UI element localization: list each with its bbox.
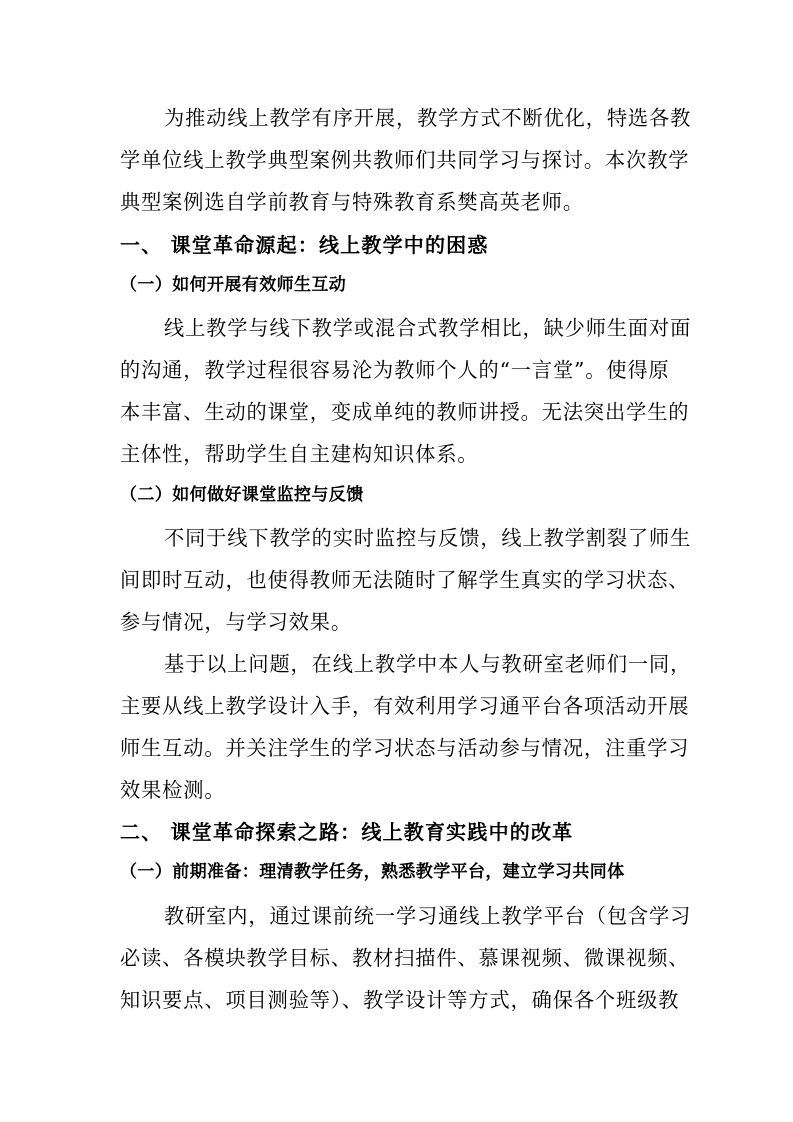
s1-summary-line-2: 主要从线上教学设计入手，有效利用学习通平台各项活动开展 bbox=[120, 694, 690, 718]
s1-sub1-line-2: 的沟通，教学过程很容易沦为教师个人的“一言堂”。使得原 bbox=[120, 358, 670, 382]
s1-sub1-line-4: 主体性，帮助学生自主建构知识体系。 bbox=[120, 442, 479, 466]
intro-line-1: 为推动线上教学有序开展，教学方式不断优化，特选各教 bbox=[164, 106, 692, 130]
section-1-heading: 一、 课堂革命源起：线上教学中的困惑 bbox=[120, 233, 489, 257]
section-1-subheading-1: （一）如何开展有效师生互动 bbox=[120, 275, 347, 295]
s2-sub1-line-3: 知识要点、项目测验等）、教学设计等方式，确保各个班级教 bbox=[120, 988, 680, 1012]
s1-summary-line-4: 效果检测。 bbox=[120, 778, 226, 802]
s2-sub1-line-2: 必读、各模块教学目标、教材扫描件、慕课视频、微课视频、 bbox=[120, 946, 690, 970]
section-2-heading: 二、 课堂革命探索之路：线上教育实践中的改革 bbox=[120, 820, 574, 844]
section-1-subheading-2: （二）如何做好课堂监控与反馈 bbox=[120, 485, 364, 505]
s1-sub1-line-3: 本丰富、生动的课堂，变成单纯的教师讲授。无法突出学生的 bbox=[120, 400, 690, 424]
section-2-subheading-1: （一）前期准备：理清教学任务，熟悉教学平台，建立学习共同体 bbox=[120, 862, 625, 882]
s1-summary-line-1: 基于以上问题，在线上教学中本人与教研室老师们一同， bbox=[164, 652, 692, 676]
s1-sub2-line-3: 参与情况，与学习效果。 bbox=[120, 610, 352, 634]
intro-line-2: 学单位线上教学典型案例共教师们共同学习与探讨。本次教学 bbox=[120, 148, 690, 172]
s1-summary-line-3: 师生互动。并关注学生的学习状态与活动参与情况，注重学习 bbox=[120, 736, 690, 760]
s1-sub2-line-1: 不同于线下教学的实时监控与反馈，线上教学割裂了师生 bbox=[164, 526, 692, 550]
s2-sub1-line-1: 教研室内，通过课前统一学习通线上教学平台（包含学习 bbox=[164, 904, 692, 928]
intro-line-3: 典型案例选自学前教育与特殊教育系樊高英老师。 bbox=[120, 190, 584, 214]
s1-sub2-line-2: 间即时互动，也使得教师无法随时了解学生真实的学习状态、 bbox=[120, 568, 690, 592]
s1-sub1-line-1: 线上教学与线下教学或混合式教学相比，缺少师生面对面 bbox=[164, 316, 692, 340]
